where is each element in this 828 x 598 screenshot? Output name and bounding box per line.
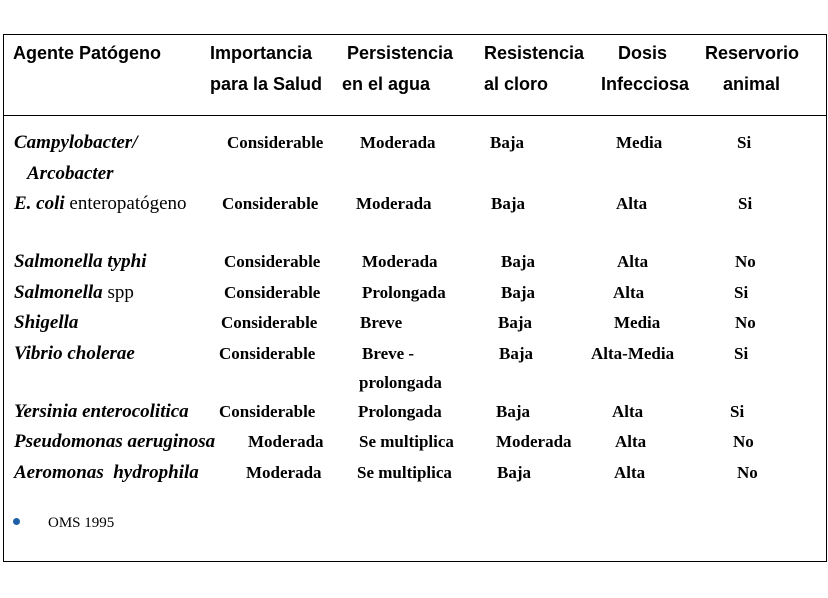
cell-dose: Alta: [614, 463, 646, 482]
cell-persistence: Moderada: [356, 194, 432, 213]
agent-name: E. coli: [14, 193, 65, 214]
cell-reservoir: Si: [734, 344, 749, 363]
cell-resistance: Baja: [497, 463, 531, 482]
header-importance-line1: Importancia: [210, 43, 313, 63]
agent-name-suffix: enteropatógeno: [64, 193, 187, 214]
agent-name: Campylobacter/: [14, 132, 138, 153]
cell-importance: Considerable: [224, 252, 321, 271]
agent-name: Yersinia enterocolitica: [14, 401, 189, 422]
table-row-agent-continued: [27, 158, 114, 189]
cell-importance: Considerable: [219, 344, 316, 363]
table-row-agent: [14, 457, 199, 488]
header-reservoir-line2: animal: [723, 74, 781, 94]
cell-resistance: Moderada: [496, 432, 572, 451]
cell-persistence: Prolongada: [362, 283, 446, 302]
table-row-agent: [14, 426, 215, 457]
cell-reservoir: No: [735, 252, 756, 271]
cell-persistence: Se multiplica: [357, 463, 452, 482]
cell-importance: Considerable: [219, 402, 316, 421]
cell-reservoir: Si: [734, 283, 749, 302]
cell-reservoir: No: [733, 432, 754, 451]
cell-importance: Moderada: [248, 432, 324, 451]
cell-dose: Alta: [615, 432, 647, 451]
table-row-agent: [14, 307, 78, 338]
agent-name-continued: Arcobacter: [27, 163, 114, 184]
source-note: OMS 1995: [48, 515, 115, 531]
header-divider: [3, 115, 827, 116]
cell-dose: Alta: [613, 283, 645, 302]
cell-persistence: Prolongada: [358, 402, 442, 421]
cell-importance: Considerable: [221, 313, 318, 332]
cell-dose: Media: [614, 313, 661, 332]
table-row-agent: [14, 188, 187, 219]
table-row-agent: [14, 338, 135, 369]
cell-persistence: Se multiplica: [359, 432, 454, 451]
agent-name: Pseudomonas aeruginosa: [14, 431, 216, 452]
agent-name: Aeromonas hydrophila: [14, 462, 199, 483]
header-importance-line2: para la Salud: [210, 74, 323, 94]
cell-dose: Alta: [617, 252, 649, 271]
cell-importance: Moderada: [246, 463, 322, 482]
cell-resistance: Baja: [498, 313, 532, 332]
cell-resistance: Baja: [496, 402, 530, 421]
header-dose-line2: Infecciosa: [601, 74, 690, 94]
cell-reservoir: Si: [737, 133, 752, 152]
cell-resistance: Baja: [501, 252, 535, 271]
cell-reservoir: No: [737, 463, 758, 482]
cell-dose: Alta: [612, 402, 644, 421]
cell-persistence-continued: prolongada: [359, 373, 442, 392]
cell-resistance: Baja: [491, 194, 525, 213]
cell-resistance: Baja: [490, 133, 524, 152]
cell-dose: Alta-Media: [591, 344, 675, 363]
cell-resistance: Baja: [501, 283, 535, 302]
table-row-agent: [14, 127, 137, 158]
cell-importance: Considerable: [224, 283, 321, 302]
cell-persistence: Breve -: [362, 344, 415, 363]
bullet-icon: [13, 518, 20, 525]
cell-reservoir: Si: [730, 402, 745, 421]
agent-name: Salmonella typhi: [14, 251, 147, 272]
header-agent: Agente Patógeno: [13, 43, 162, 63]
header-dose-line1: Dosis: [618, 43, 668, 63]
cell-dose: Alta: [616, 194, 648, 213]
cell-persistence: Moderada: [362, 252, 438, 271]
agent-name-suffix: spp: [102, 282, 134, 303]
cell-importance: Considerable: [227, 133, 324, 152]
cell-reservoir: No: [735, 313, 756, 332]
header-persistence-line1: Persistencia: [347, 43, 454, 63]
cell-persistence: Breve: [360, 313, 403, 332]
header-reservoir-line1: Reservorio: [705, 43, 800, 63]
agent-name: Vibrio cholerae: [14, 343, 135, 364]
table-row-agent: [14, 246, 147, 277]
agent-name: Salmonella: [14, 282, 103, 303]
header-persistence-line2: en el agua: [342, 74, 431, 94]
cell-importance: Considerable: [222, 194, 319, 213]
cell-reservoir: Si: [738, 194, 753, 213]
table-row-agent: [14, 396, 189, 427]
cell-resistance: Baja: [499, 344, 533, 363]
table-row-agent: [14, 277, 134, 308]
agent-name: Shigella: [14, 312, 79, 333]
header-resistance-line2: al cloro: [484, 74, 549, 94]
header-resistance-line1: Resistencia: [484, 43, 585, 63]
cell-dose: Media: [616, 133, 663, 152]
cell-persistence: Moderada: [360, 133, 436, 152]
